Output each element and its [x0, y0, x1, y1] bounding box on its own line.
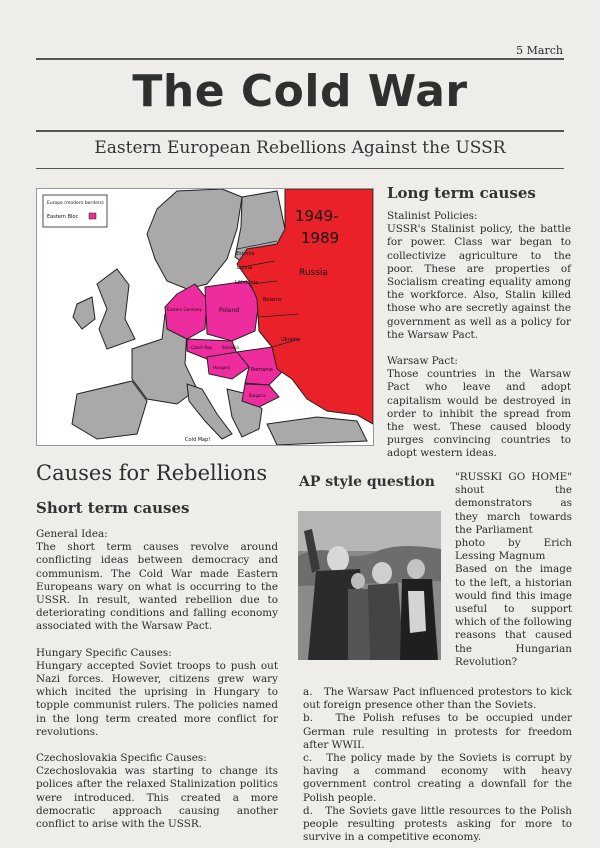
title-rule: [36, 130, 564, 132]
photo-caption: "RUSSKI GO HOME" shout the demonstrators as they march towards the Parliament: [455, 471, 572, 536]
photo-credit: photo by Erich Lessing Magnum: [455, 537, 572, 563]
map-label-russia: Russia: [299, 268, 328, 278]
warsaw-label: Warsaw Pact:: [387, 355, 458, 368]
protest-photo-svg: [298, 511, 441, 660]
ap-question: Based on the image to the left, a historian would find this image useful to support which of the following reasons that caused the Hungarian Revolution?: [455, 563, 573, 668]
long-term-body: [387, 210, 571, 474]
stalinist-label: Stalinist Policies:: [387, 210, 478, 222]
map-label-czech: Czech Rep.: [191, 345, 214, 350]
map-label-belarus: Belarus: [263, 297, 282, 303]
ap-heading: AP style question: [299, 474, 435, 490]
choice-a-letter: a.: [303, 686, 313, 698]
map-label-hungary: Hungary: [213, 365, 231, 370]
map-label-latvia: Latvia: [237, 265, 253, 271]
map-label-lithuania: Lithuania: [235, 280, 259, 286]
choice-c: [303, 752, 572, 805]
hungary-label: Hungary Specific Causes:: [36, 646, 172, 659]
map-label-estonia: Estonia: [236, 251, 255, 257]
map-years-line2: 1989: [301, 229, 340, 247]
czech-text: Czechoslovakia was starting to change its polices after the relaxed Stalinization politics were introduced. This created a more democratic approach causing another conflict to arise with the USSR.: [36, 765, 278, 831]
stalinist-text: USSR's Stalinist policy, the battle for power. Class war began to collectivize agriculture to the poor. These are properties of Socialism creating equality among the workforce. Also, Stalin killed those who are secretly against the government as well as a policy for the Warsaw Pact.: [387, 223, 571, 341]
choice-c-text: The policy made by the Soviets is corrupt by having a command economy with heavy government control creating a downfall for the Polish people.: [303, 752, 572, 804]
ap-choices: [303, 686, 572, 844]
map-label-romania: Romania: [251, 367, 273, 373]
choice-d: [303, 805, 572, 845]
map-label-east-germany: Eastern Germany: [167, 307, 202, 312]
choice-b-letter: b.: [303, 712, 313, 725]
choice-c-letter: c.: [303, 752, 313, 765]
warsaw-text: Those countries in the Warsaw Pact who leave and adopt capitalism would be destroyed in order to inhibit the spread from the west. These caused bloody purges convincing countries to adopt western ideas.: [387, 368, 571, 460]
choice-a-text: The Warsaw Pact influenced protestors to kick out foreign presence other than the Soviets.: [303, 686, 572, 712]
long-term-heading: Long term causes: [387, 184, 536, 202]
causes-heading: Causes for Rebellions: [36, 461, 268, 485]
map-credit: Cold Map!: [185, 437, 211, 443]
map-label-poland: Poland: [219, 307, 240, 314]
general-text: The short term causes revolve around conflicting ideas between democracy and communism. The Cold War made Eastern Europeans wary on what is occurring to the USSR. In result, wanted rebellion due to deteriorating conditions and falling economy associated with the Warsaw Pact.: [36, 541, 278, 633]
map-label-slovakia: Slovakia: [222, 345, 239, 350]
page-title: The Cold War: [132, 66, 468, 117]
choice-b-text: The Polish refuses to be occupied under German rule resulting in protests for freedom after WWII.: [303, 712, 572, 751]
hungary-text: Hungary accepted Soviet troops to push out Nazi forces. However, citizens grew wary which incited the uprising in Hungary to topple communist rulers. The policies named in the long term created more conflict for revolutions.: [36, 659, 278, 738]
map-label-ukraine: Ukraine: [281, 337, 301, 343]
ap-text: [455, 471, 572, 669]
choice-d-letter: d.: [303, 804, 313, 817]
general-label: General Idea:: [36, 528, 108, 540]
czech-label: Czechoslovakia Specific Causes:: [36, 752, 207, 765]
short-term-body: [36, 528, 278, 844]
map-legend-box: [43, 195, 107, 227]
choice-d-text: The Soviets gave little resources to the Polish people resulting protests asking for more to survive in a competitive economy.: [303, 804, 572, 844]
map-years-line1: 1949-: [295, 207, 339, 225]
map-legend-eastern-bloc: Eastern Bloc: [47, 214, 79, 220]
choice-a: [303, 686, 572, 712]
choice-b: [303, 712, 572, 752]
date: 5 March: [516, 44, 563, 57]
page-subtitle: Eastern European Rebellions Against the USSR: [94, 138, 506, 158]
top-rule: [36, 58, 564, 60]
map-legend-europe: Europe (modern borders): [47, 201, 104, 206]
map-svg: [37, 189, 373, 445]
map-legend-swatch: [89, 213, 96, 219]
choices-list: [303, 686, 572, 844]
short-term-heading: Short term causes: [36, 499, 190, 517]
eastern-bloc-map: [36, 188, 374, 446]
subtitle-rule: [36, 168, 564, 169]
protest-photo: [298, 511, 441, 660]
map-label-bulgaria: Bulgaria: [249, 393, 266, 398]
